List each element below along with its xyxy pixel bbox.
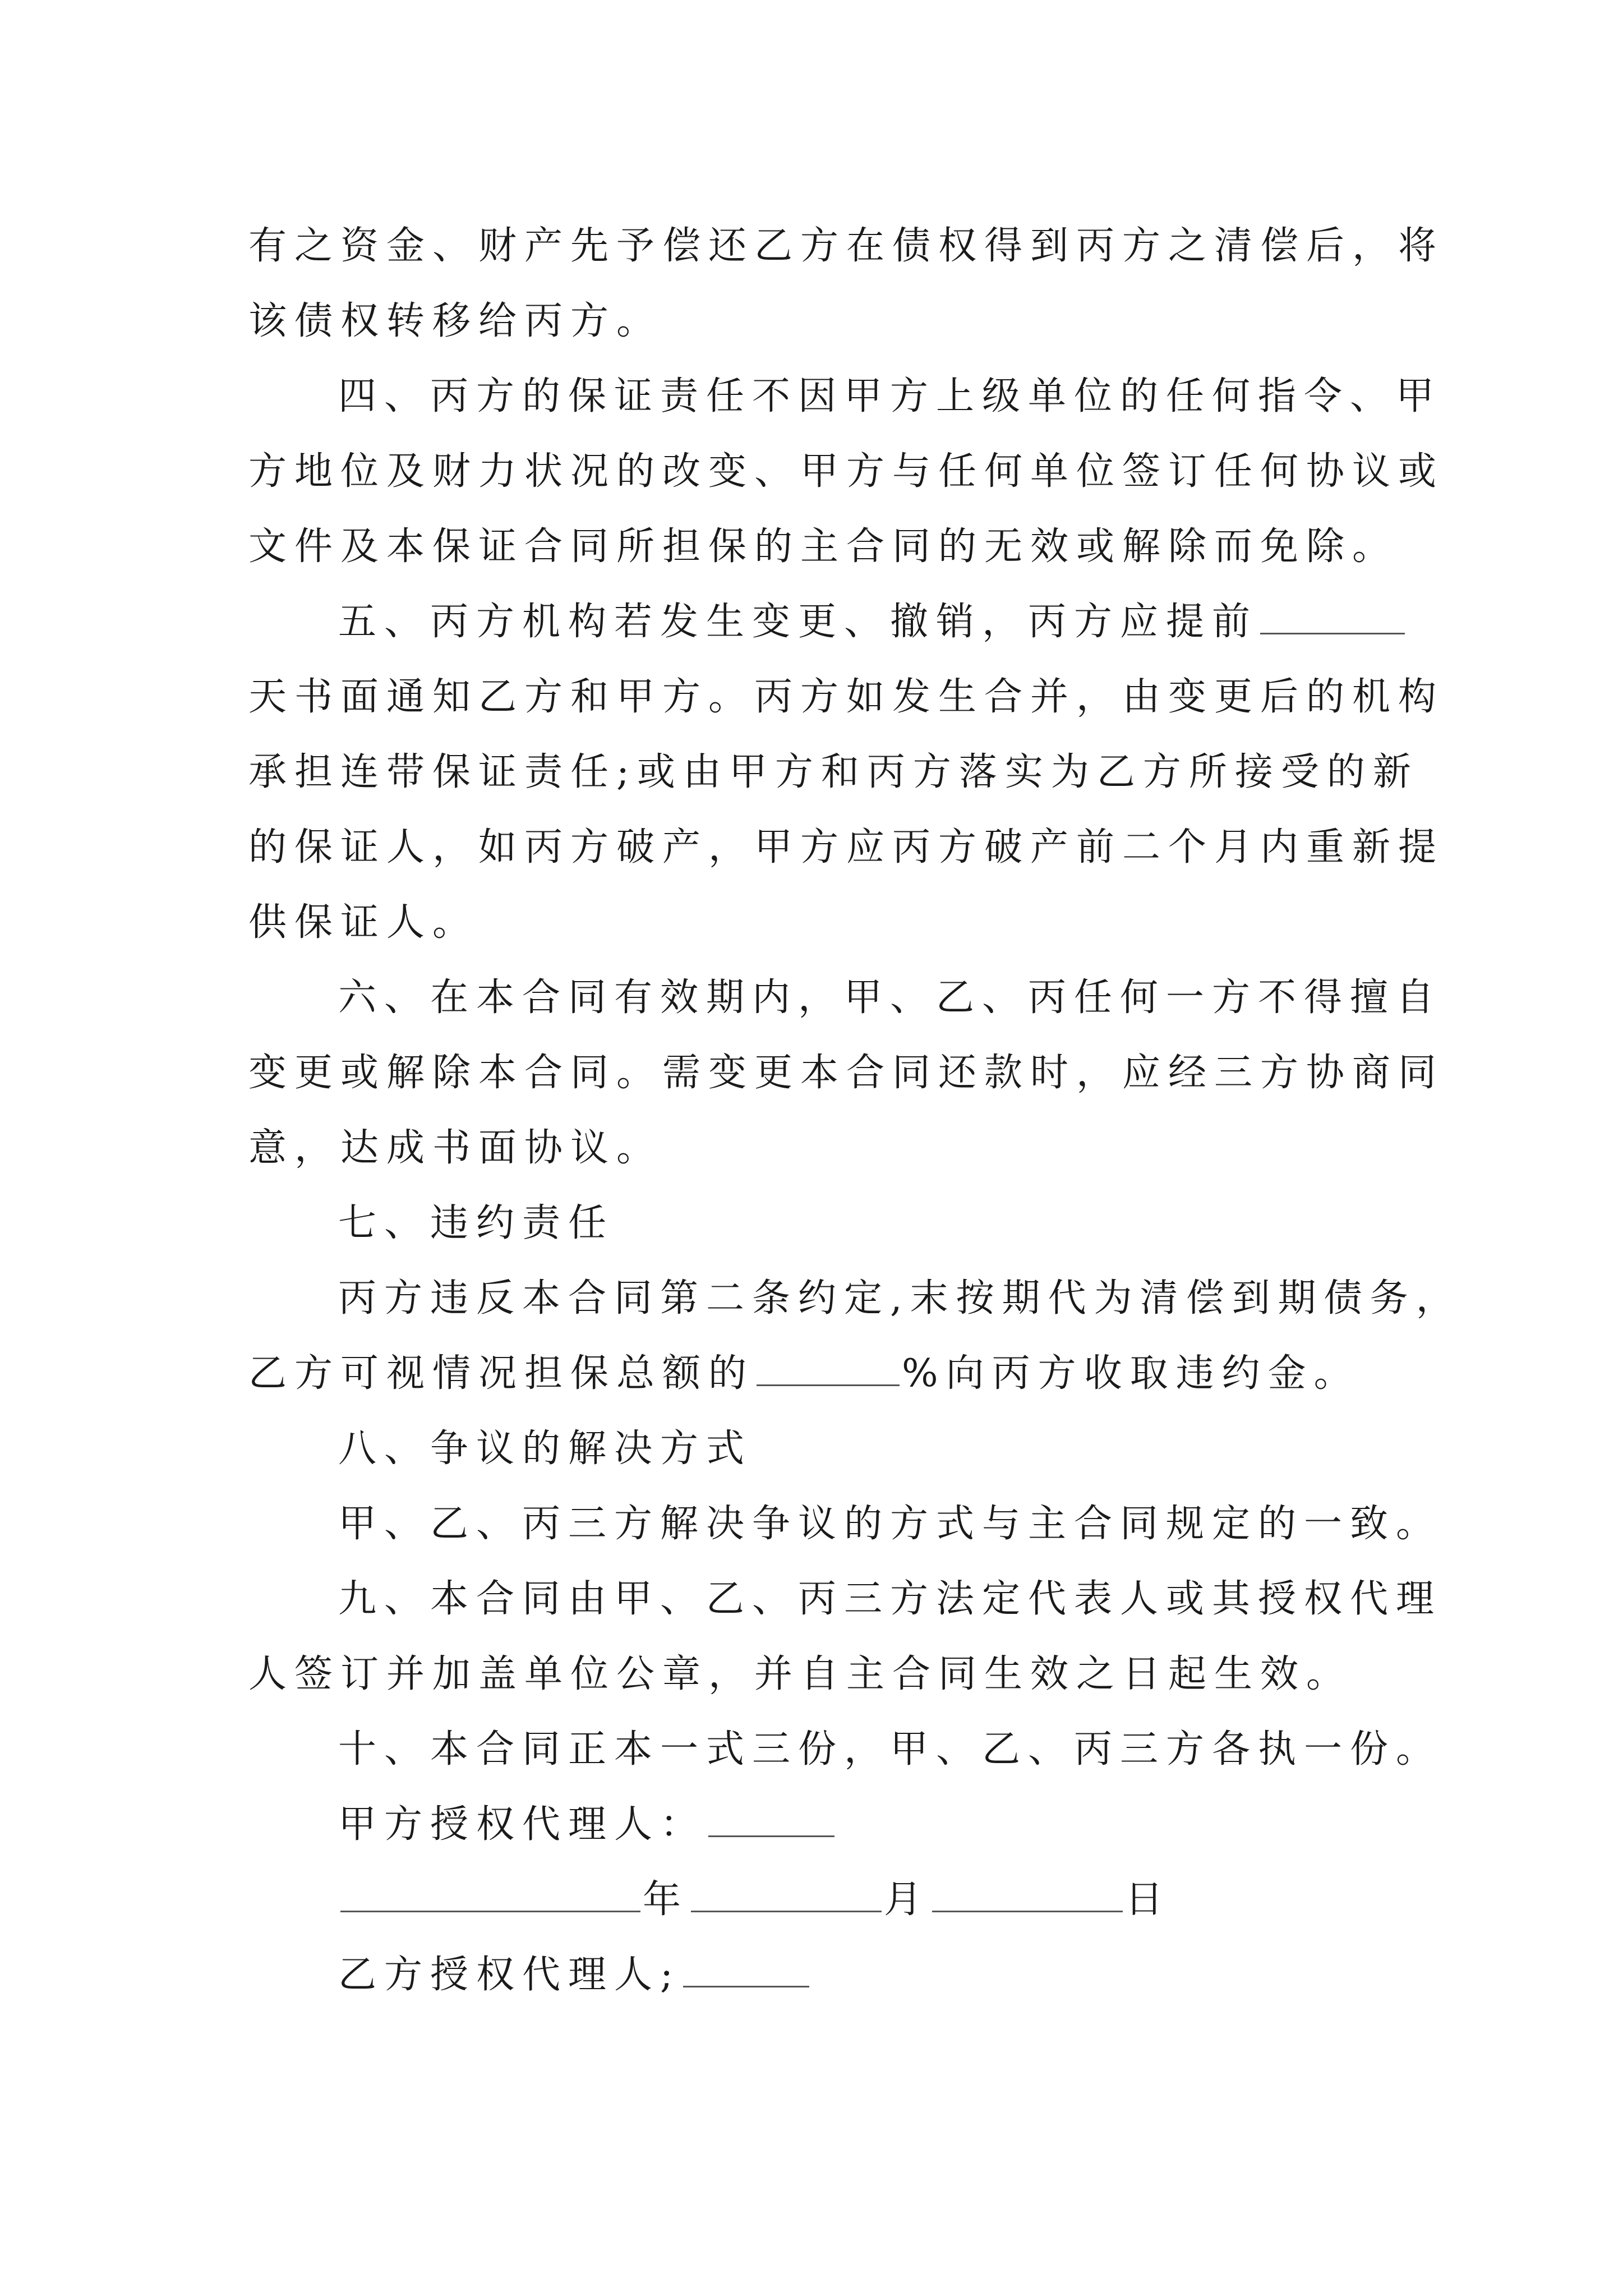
clause-6-line: 六、在本合同有效期内，甲、乙、丙任何一方不得擅自	[338, 976, 1442, 1020]
paragraph-line: 甲、乙、丙三方解决争议的方式与主合同规定的一致。	[338, 1502, 1442, 1546]
clause-7-heading: 七、违约责任	[338, 1201, 615, 1245]
paragraph-line: 方地位及财力状况的改变、甲方与任何单位签订任何协议或	[248, 449, 1445, 494]
party-b-agent-label: 乙方授权代理人;	[338, 1953, 681, 1997]
party-a-agent-label: 甲方授权代理人：	[338, 1802, 707, 1847]
clause-5-text: 五、丙方机构若发生变更、撤销，丙方应提前	[338, 600, 1258, 644]
paragraph-line: 人签订并加盖单位公章，并自主合同生效之日起生效。	[248, 1652, 1353, 1696]
day-label: 日	[1125, 1878, 1172, 1922]
paragraph-line: 的保证人，如丙方破产，甲方应丙方破产前二个月内重新提	[248, 825, 1445, 869]
year-label: 年	[643, 1878, 689, 1922]
clause-5-line	[338, 585, 1407, 660]
party-a-agent-line	[338, 1787, 837, 1862]
paragraph-line: 丙方违反本合同第二条约定,末按期代为清偿到期债务，	[338, 1276, 1462, 1320]
month-blank	[691, 1877, 882, 1912]
paragraph-line: 有之资金、财产先予偿还乙方在债权得到丙方之清偿后，将	[248, 224, 1445, 268]
penalty-text-end: %向丙方收取违约金。	[902, 1351, 1360, 1396]
paragraph-line: 该债权转移给丙方。	[248, 299, 663, 343]
penalty-text: 乙方可视情况担保总额的	[248, 1351, 755, 1396]
year-blank	[340, 1877, 640, 1912]
paragraph-line: 供保证人。	[248, 900, 479, 945]
party-b-agent-line	[338, 1938, 811, 2013]
party-a-agent-blank	[708, 1802, 834, 1837]
date-line	[338, 1862, 1171, 1938]
clause-8-heading: 八、争议的解决方式	[338, 1427, 753, 1471]
clause-10-line: 十、本合同正本一式三份，甲、乙、丙三方各执一份。	[338, 1727, 1442, 1772]
percent-blank	[757, 1351, 900, 1386]
month-label: 月	[884, 1878, 930, 1922]
paragraph-line: 意，达成书面协议。	[248, 1126, 663, 1170]
clause-4-line: 四、丙方的保证责任不因甲方上级单位的任何指令、甲	[338, 374, 1442, 418]
paragraph-line: 文件及本保证合同所担保的主合同的无效或解除而免除。	[248, 524, 1399, 569]
day-blank	[932, 1877, 1123, 1912]
penalty-line	[248, 1336, 1360, 1411]
clause-9-line: 九、本合同由甲、乙、丙三方法定代表人或其授权代理	[338, 1577, 1442, 1621]
paragraph-line: 承担连带保证责任;或由甲方和丙方落实为乙方所接受的新	[248, 750, 1419, 794]
days-blank	[1260, 599, 1405, 634]
paragraph-line: 变更或解除本合同。需变更本合同还款时，应经三方协商同	[248, 1051, 1445, 1095]
party-b-agent-blank	[683, 1952, 809, 1987]
paragraph-line: 天书面通知乙方和甲方。丙方如发生合并，由变更后的机构	[248, 675, 1445, 719]
